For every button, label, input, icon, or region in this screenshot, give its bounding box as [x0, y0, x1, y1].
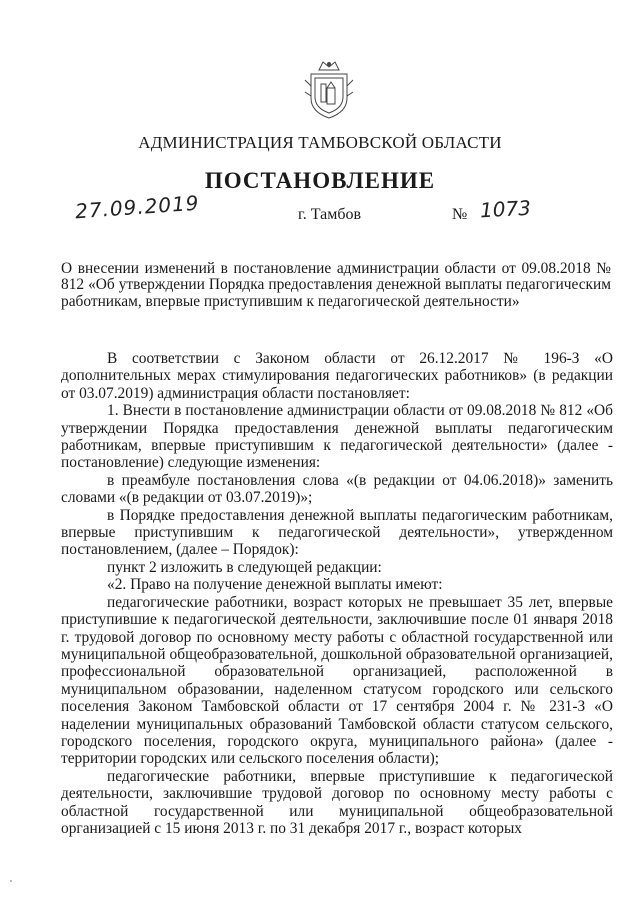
handwritten-document-number: 1073: [479, 195, 532, 223]
coat-of-arms-icon: [301, 58, 357, 120]
paragraph: В соответствии с Законом области от 26.12.2017 № 196-З «О дополнительных мерах стимулирования педагогических работников» (в редакции от 03.07.2019) администрация области постановляет:: [61, 350, 613, 402]
city-label: г. Тамбов: [298, 206, 362, 223]
paragraph: педагогические работники, впервые приступившие к педагогической деятельности, заключившие трудовой договор по основному месту работы с областной государственной или муниципальной общеобразовательной организацией с 15 июня 2013 г. по 31 декабря 2017 г., возраст которых: [61, 767, 613, 837]
number-label: №: [452, 206, 468, 223]
paragraph: в Порядке предоставления денежной выплаты педагогическим работникам, впервые приступившим к педагогической деятельности», утвержденном постановлением, (далее – Порядок):: [61, 506, 613, 559]
document-subject: О внесении изменений в постановление администрации области от 09.08.2018 № 812 «Об утверждении Порядка предоставления денежной выплаты педагогическим работникам, впервые приступившим к педагогической деятельности»: [61, 260, 611, 310]
scan-artifact: [10, 880, 12, 882]
paragraph: 1. Внести в постановление администрации области от 09.08.2018 № 812 «Об утверждении Порядка предоставления денежной выплаты педагогическим работникам, впервые приступившим к педагогической деятельности» (далее - постановление) следующие изменения:: [61, 402, 613, 472]
organization-name: АДМИНИСТРАЦИЯ ТАМБОВСКОЙ ОБЛАСТИ: [138, 133, 502, 152]
paragraph: пункт 2 изложить в следующей редакции:: [107, 558, 382, 576]
document-body: [61, 350, 613, 837]
paragraph: «2. Право на получение денежной выплаты имеют:: [107, 576, 443, 594]
handwritten-date: 27.09.2019: [74, 190, 201, 224]
paragraph: в преамбуле постановления слова «(в редакции от 04.06.2018)» заменить словами «(в редакции от 03.07.2019)»;: [61, 471, 613, 507]
document-type-title: ПОСТАНОВЛЕНИЕ: [204, 168, 436, 193]
paragraph: педагогические работники, возраст которых не превышает 35 лет, впервые приступившие к педагогической деятельности, заключившие после 01 января 2018 г. трудовой договор по основному месту работы с областной государственной или муниципальной общеобразовательной, дошкольной образовательной организацией, профессиональной образовательной организацией, расположенной в муниципальном образовании, наделенном статусом городского или сельского поселения Законом Тамбовской области от 17 сентября 2004 г. № 231-З «О наделении муниципальных образований Тамбовской области статусом сельского, городского поселения, городского округа, муниципального района» (далее - территории городских или сельского поселения области);: [61, 593, 613, 768]
